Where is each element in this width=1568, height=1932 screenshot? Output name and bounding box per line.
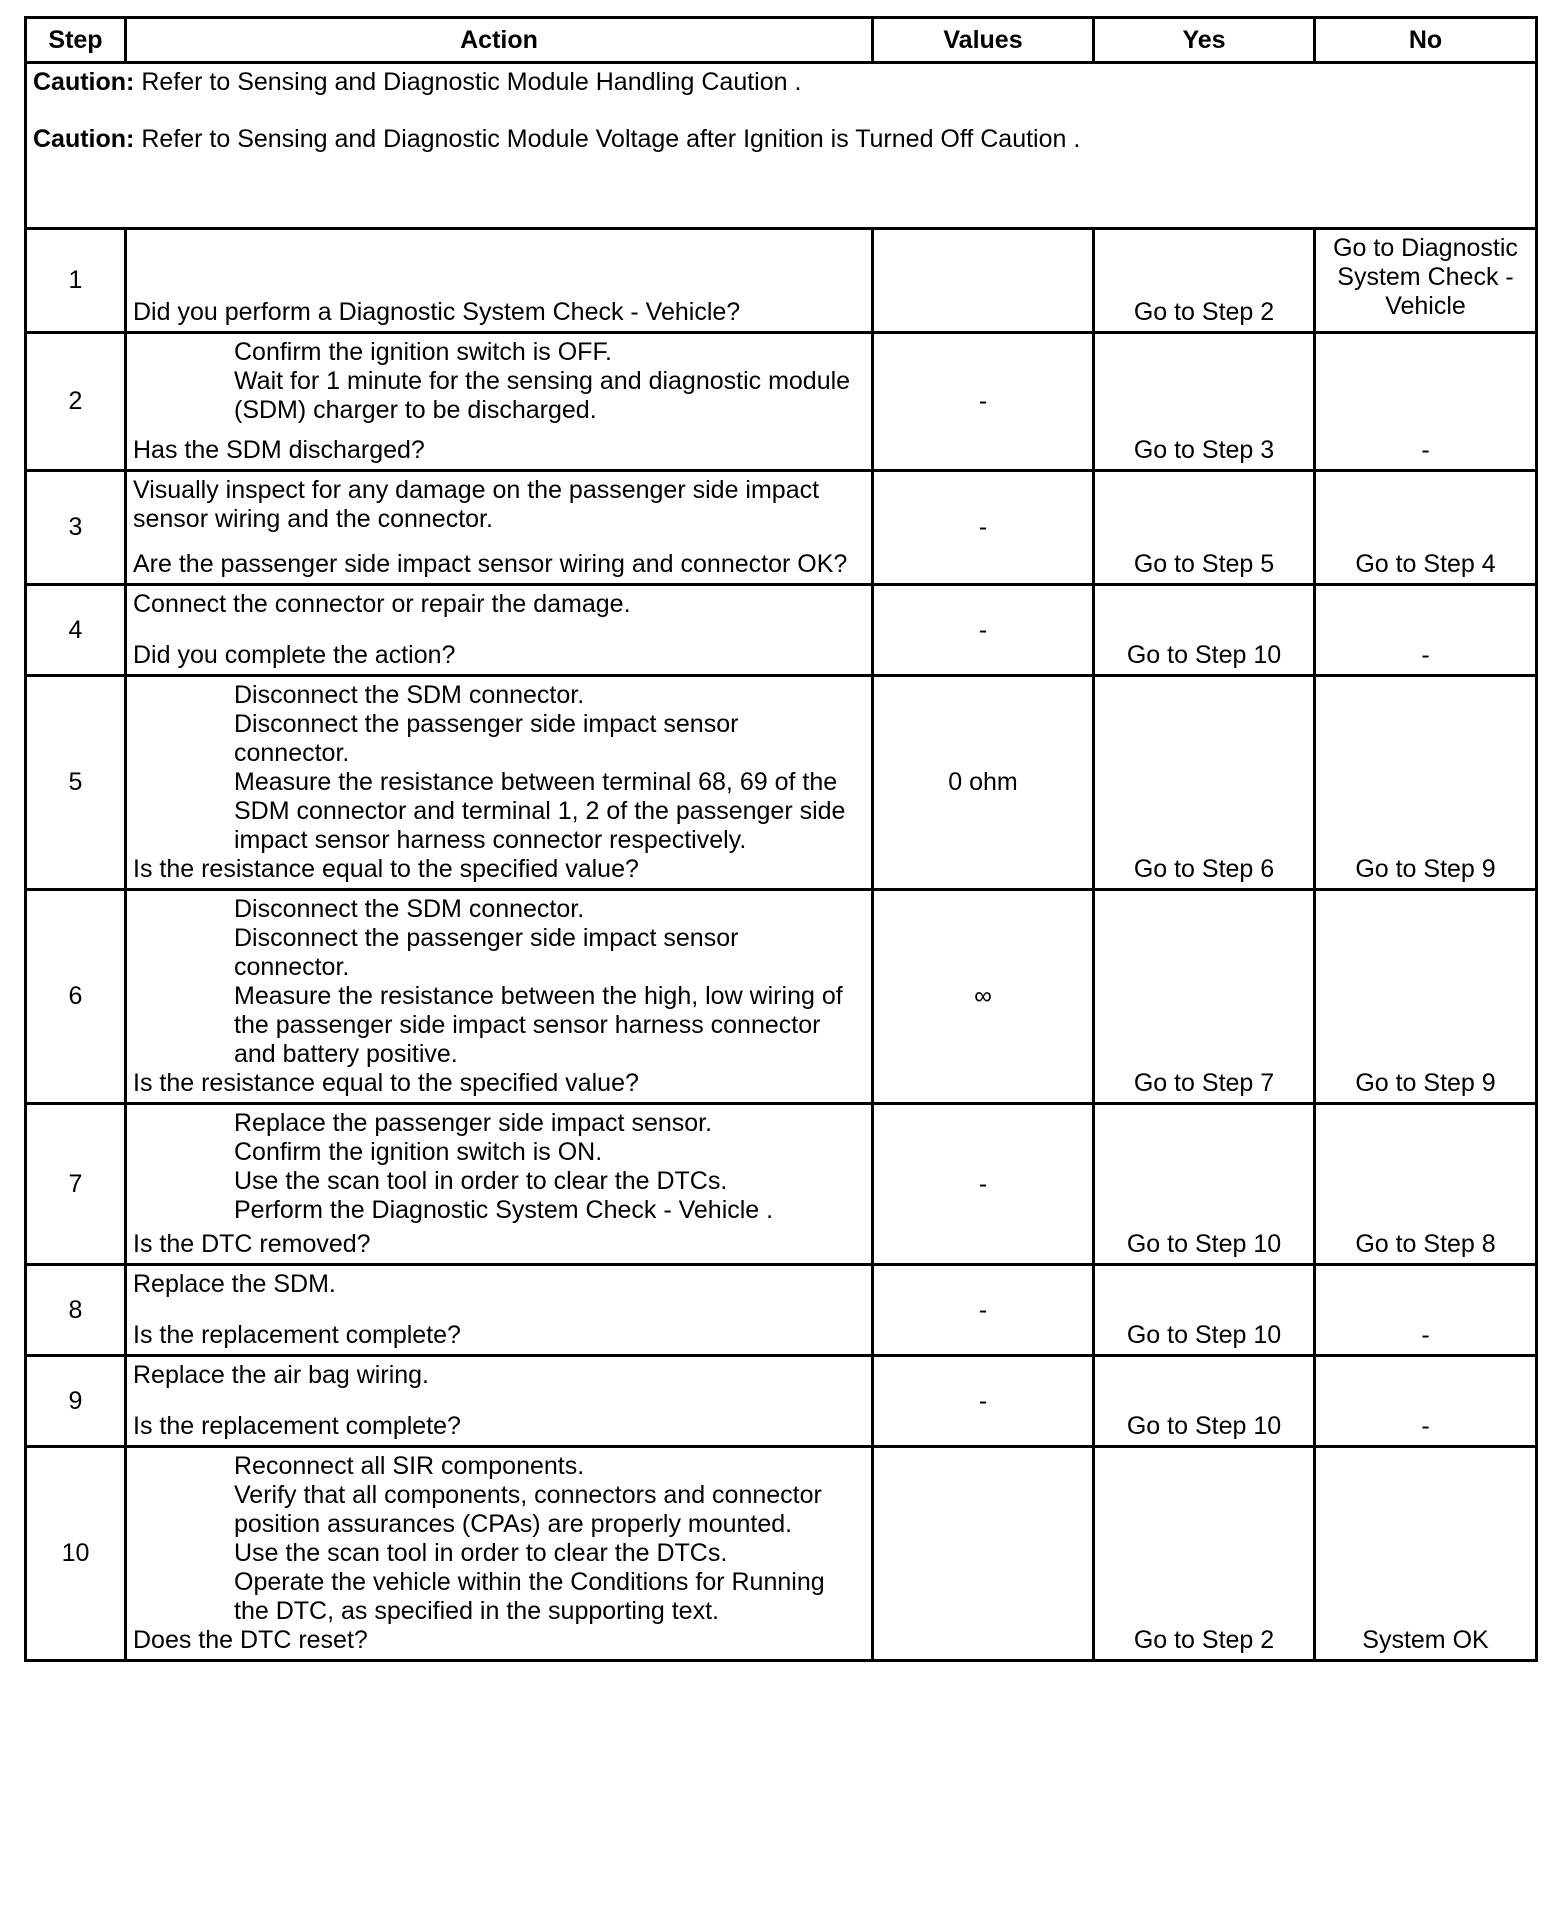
instruction-line: Replace the SDM. <box>133 1270 336 1298</box>
yes-result: Go to Step 2 <box>1094 1447 1315 1661</box>
instruction-line: Operate the vehicle within the Conditions for Running <box>234 1568 825 1596</box>
action-instructions <box>133 590 865 619</box>
instruction-block <box>133 1361 865 1390</box>
action-instructions <box>133 895 865 1069</box>
instruction-line: Disconnect the SDM connector. <box>234 895 585 923</box>
action-content <box>133 681 865 884</box>
value-cell: ∞ <box>873 890 1094 1104</box>
action-cell <box>126 676 873 890</box>
caution-cell <box>26 63 1537 229</box>
step-number: 2 <box>26 333 126 471</box>
action-cell <box>126 1265 873 1356</box>
step-number: 9 <box>26 1356 126 1447</box>
step-number: 3 <box>26 471 126 585</box>
yes-result: Go to Step 10 <box>1094 585 1315 676</box>
instruction-block <box>133 895 865 1069</box>
no-result: Go to Step 4 <box>1315 471 1537 585</box>
instruction-line: Use the scan tool in order to clear the DTCs. <box>234 1167 728 1195</box>
instruction-block <box>133 590 865 619</box>
action-content <box>133 1361 865 1441</box>
step-number: 6 <box>26 890 126 1104</box>
action-instructions <box>133 476 865 534</box>
table-row <box>26 1265 1537 1356</box>
instruction-line: Measure the resistance between terminal 68, 69 of the <box>234 768 838 796</box>
action-question: Is the replacement complete? <box>133 1412 461 1440</box>
action-cell <box>126 229 873 333</box>
caution-label: Caution: <box>33 125 135 153</box>
instruction-line: impact sensor harness connector respectively. <box>234 826 747 854</box>
action-question: Is the resistance equal to the specified value? <box>133 855 639 883</box>
instruction-line: Reconnect all SIR components. <box>234 1452 585 1480</box>
action-instructions <box>133 1109 865 1225</box>
action-cell <box>126 471 873 585</box>
instruction-line: Wait for 1 minute for the sensing and diagnostic module <box>234 367 851 395</box>
yes-result: Go to Step 2 <box>1094 229 1315 333</box>
instruction-line: Disconnect the passenger side impact sensor <box>234 924 739 952</box>
yes-result: Go to Step 5 <box>1094 471 1315 585</box>
instruction-line: connector. <box>234 953 350 981</box>
caution-text: Refer to Sensing and Diagnostic Module Handling Caution . <box>134 68 802 96</box>
action-content <box>133 338 865 465</box>
instruction-line: position assurances (CPAs) are properly mounted. <box>234 1510 793 1538</box>
yes-result: Go to Step 3 <box>1094 333 1315 471</box>
instruction-line: Replace the air bag wiring. <box>133 1361 429 1389</box>
yes-result: Go to Step 6 <box>1094 676 1315 890</box>
instruction-line: Disconnect the SDM connector. <box>234 681 585 709</box>
action-question: Are the passenger side impact sensor wiring and connector OK? <box>133 550 848 578</box>
no-result-line: System Check - <box>1337 263 1514 291</box>
action-instructions <box>133 1270 865 1299</box>
header-yes: Yes <box>1094 18 1315 63</box>
value-cell: 0 ohm <box>873 676 1094 890</box>
step-number: 4 <box>26 585 126 676</box>
table-row <box>26 229 1537 333</box>
no-result: Go to Step 9 <box>1315 890 1537 1104</box>
action-content <box>133 234 865 327</box>
action-cell <box>126 333 873 471</box>
action-instructions <box>133 1361 865 1390</box>
instruction-line: SDM connector and terminal 1, 2 of the passenger side <box>234 797 846 825</box>
action-instructions <box>133 681 865 855</box>
table-row <box>26 1104 1537 1265</box>
instruction-block <box>133 1270 865 1299</box>
value-cell: - <box>873 333 1094 471</box>
header-values: Values <box>873 18 1094 63</box>
action-cell <box>126 890 873 1104</box>
header-action: Action <box>126 18 873 63</box>
yes-result: Go to Step 10 <box>1094 1104 1315 1265</box>
instruction-line: Use the scan tool in order to clear the DTCs. <box>234 1539 728 1567</box>
no-result: - <box>1315 585 1537 676</box>
caution-1 <box>33 68 1529 97</box>
value-cell: - <box>873 1104 1094 1265</box>
table-row <box>26 585 1537 676</box>
step-number: 1 <box>26 229 126 333</box>
instruction-block <box>133 681 865 855</box>
table-row <box>26 1356 1537 1447</box>
action-content <box>133 1270 865 1350</box>
yes-result: Go to Step 10 <box>1094 1356 1315 1447</box>
action-content <box>133 895 865 1098</box>
action-content <box>133 1109 865 1259</box>
instruction-block <box>133 338 865 425</box>
caution-row <box>26 63 1537 229</box>
action-question: Is the resistance equal to the specified value? <box>133 1069 639 1097</box>
instruction-line: Disconnect the passenger side impact sensor <box>234 710 739 738</box>
action-cell <box>126 1104 873 1265</box>
action-question: Is the replacement complete? <box>133 1321 461 1349</box>
no-result: - <box>1315 333 1537 471</box>
instruction-line: sensor wiring and the connector. <box>133 505 493 533</box>
header-step: Step <box>26 18 126 63</box>
step-number: 5 <box>26 676 126 890</box>
instruction-line: Connect the connector or repair the damage. <box>133 590 631 618</box>
value-cell: - <box>873 1356 1094 1447</box>
no-result <box>1315 229 1537 333</box>
no-result-line: Vehicle <box>1385 292 1466 320</box>
instruction-block <box>133 476 865 534</box>
action-cell <box>126 1447 873 1661</box>
action-content <box>133 1452 865 1655</box>
instruction-line: (SDM) charger to be discharged. <box>234 396 597 424</box>
instruction-line: Perform the Diagnostic System Check - Vehicle . <box>234 1196 774 1224</box>
instruction-line: Measure the resistance between the high, low wiring of <box>234 982 843 1010</box>
action-question: Did you perform a Diagnostic System Check - Vehicle? <box>133 298 741 326</box>
table-row <box>26 890 1537 1104</box>
no-result: - <box>1315 1265 1537 1356</box>
caution-label: Caution: <box>33 68 135 96</box>
caution-2 <box>33 125 1529 154</box>
instruction-line: Confirm the ignition switch is OFF. <box>234 338 612 366</box>
action-instructions <box>133 1452 865 1626</box>
no-result: - <box>1315 1356 1537 1447</box>
caution-text: Refer to Sensing and Diagnostic Module Voltage after Ignition is Turned Off Caution . <box>134 125 1081 153</box>
yes-result: Go to Step 10 <box>1094 1265 1315 1356</box>
instruction-line: Verify that all components, connectors and connector <box>234 1481 822 1509</box>
action-question: Has the SDM discharged? <box>133 436 425 464</box>
diagnostic-table <box>24 16 1538 1662</box>
no-result: System OK <box>1315 1447 1537 1661</box>
instruction-block <box>133 1452 865 1626</box>
instruction-line: connector. <box>234 739 350 767</box>
step-number: 7 <box>26 1104 126 1265</box>
action-question: Did you complete the action? <box>133 641 456 669</box>
no-result: Go to Step 9 <box>1315 676 1537 890</box>
instruction-line: the DTC, as specified in the supporting text. <box>234 1597 719 1625</box>
header-no: No <box>1315 18 1537 63</box>
action-content <box>133 590 865 670</box>
instruction-line: and battery positive. <box>234 1040 458 1068</box>
value-cell <box>873 1447 1094 1661</box>
table-row <box>26 333 1537 471</box>
value-cell: - <box>873 585 1094 676</box>
action-content <box>133 476 865 579</box>
no-result-line: Go to Diagnostic <box>1333 234 1518 262</box>
value-cell: - <box>873 471 1094 585</box>
yes-result: Go to Step 7 <box>1094 890 1315 1104</box>
action-cell <box>126 1356 873 1447</box>
instruction-line: Confirm the ignition switch is ON. <box>234 1138 603 1166</box>
instruction-block <box>133 1109 865 1225</box>
step-number: 10 <box>26 1447 126 1661</box>
table-row <box>26 1447 1537 1661</box>
header-row <box>26 18 1537 63</box>
no-result: Go to Step 8 <box>1315 1104 1537 1265</box>
table-row <box>26 471 1537 585</box>
instruction-line: Replace the passenger side impact sensor. <box>234 1109 713 1137</box>
action-question: Does the DTC reset? <box>133 1626 368 1654</box>
action-question: Is the DTC removed? <box>133 1230 371 1258</box>
table-row <box>26 676 1537 890</box>
instruction-line: the passenger side impact sensor harness connector <box>234 1011 821 1039</box>
instruction-line: Visually inspect for any damage on the passenger side impact <box>133 476 820 504</box>
value-cell <box>873 229 1094 333</box>
action-cell <box>126 585 873 676</box>
action-instructions <box>133 338 865 425</box>
value-cell: - <box>873 1265 1094 1356</box>
step-number: 8 <box>26 1265 126 1356</box>
